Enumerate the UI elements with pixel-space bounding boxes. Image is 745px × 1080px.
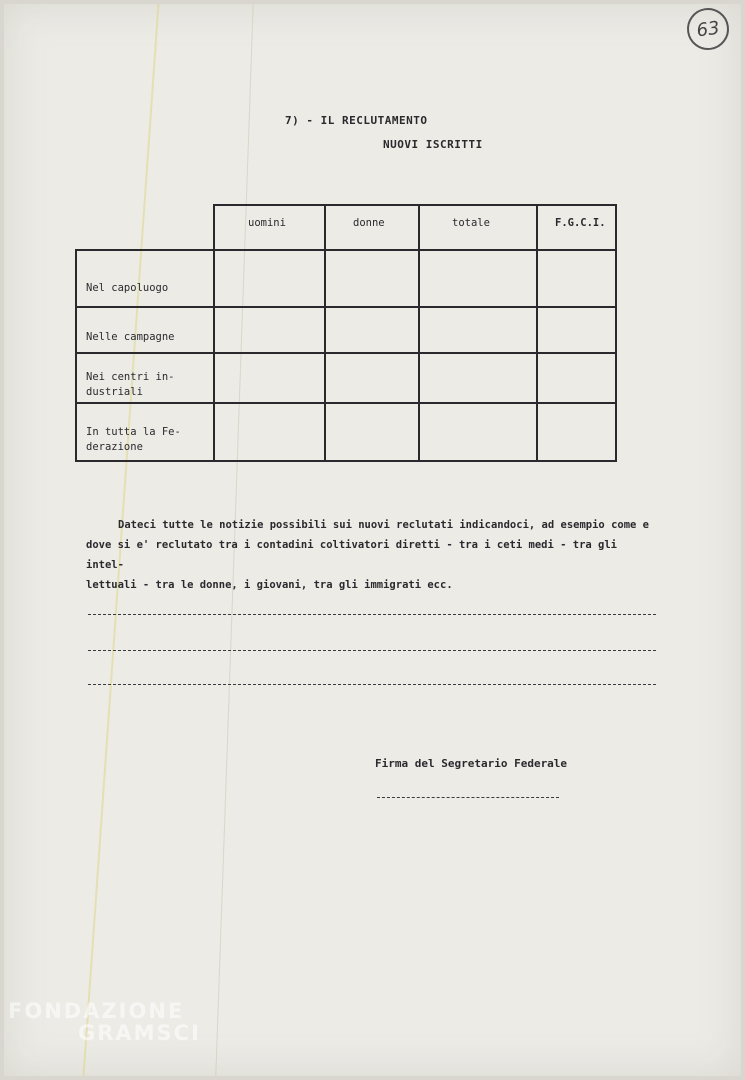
answer-line xyxy=(88,614,656,615)
section-subtitle: NUOVI ISCRITTI xyxy=(383,138,483,151)
watermark-line: GRAMSCI xyxy=(78,1021,201,1045)
column-header-donne: donne xyxy=(353,217,385,229)
column-header-uomini: uomini xyxy=(248,217,286,229)
row-label-campagne: Nelle campagne xyxy=(86,331,175,343)
paragraph-line: Dateci tutte le notizie possibili sui nuovi reclutati indicandoci, ad esempio come e xyxy=(118,519,650,531)
column-header-fgci: F.G.C.I. xyxy=(555,217,606,229)
row-label-capoluogo: Nel capoluogo xyxy=(86,282,169,294)
row-label-centri-industriali: Nei centri in- dustriali xyxy=(86,371,175,398)
instructions-paragraph xyxy=(86,515,658,595)
paragraph-line: dove si e' reclutato tra i contadini coltivatori diretti - tra i ceti medi - tra gli intel- xyxy=(86,539,618,571)
signature-label: Firma del Segretario Federale xyxy=(375,757,568,770)
answer-line xyxy=(88,684,656,685)
archive-watermark xyxy=(8,999,201,1045)
paragraph-line: lettuali - tra le donne, i giovani, tra gli immigrati ecc. xyxy=(86,579,453,591)
watermark-line: FONDAZIONE xyxy=(8,999,185,1023)
page-number-stamp: 63 xyxy=(684,5,731,52)
section-title: 7) - IL RECLUTAMENTO xyxy=(285,114,428,127)
signature-line xyxy=(377,797,559,798)
column-header-totale: totale xyxy=(452,217,490,229)
row-label-federazione: In tutta la Fe- derazione xyxy=(86,426,181,453)
answer-line xyxy=(88,650,656,651)
